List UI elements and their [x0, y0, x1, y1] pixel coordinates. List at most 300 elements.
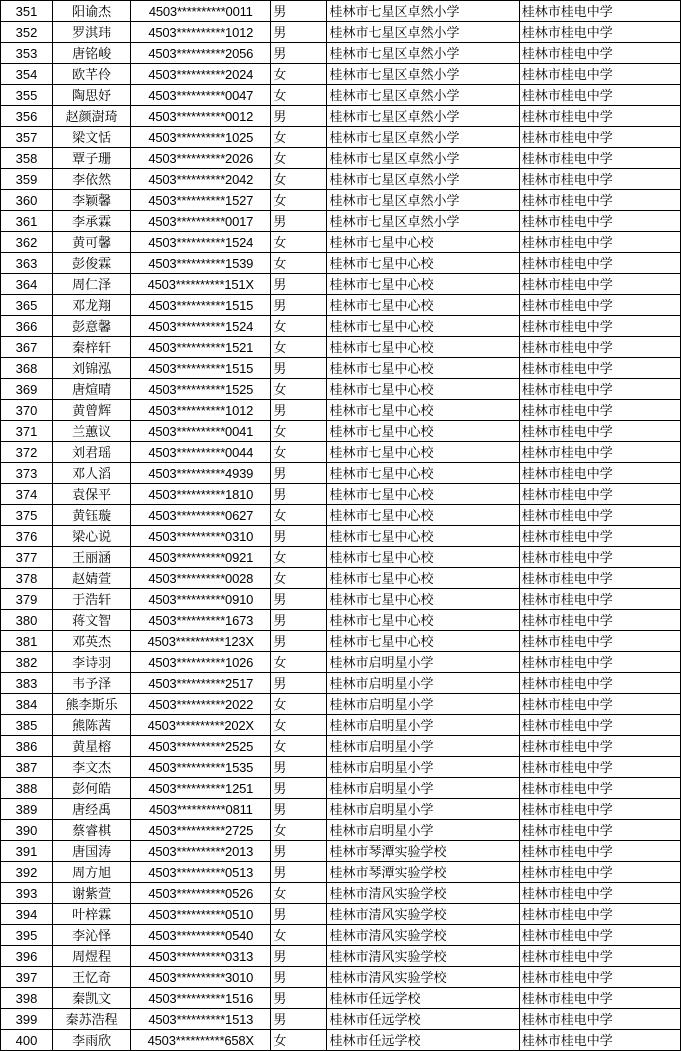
- row-school-cell: 桂林市启明星小学: [327, 757, 519, 778]
- table-row: [1, 274, 681, 295]
- row-school-cell: 桂林市七星中心校: [327, 526, 519, 547]
- row-name-cell: 袁保平: [53, 484, 131, 505]
- row-name-cell: 赵婧萱: [53, 568, 131, 589]
- table-row: [1, 106, 681, 127]
- row-id-cell: 4503**********1673: [131, 610, 271, 631]
- row-name-cell: 唐经禹: [53, 799, 131, 820]
- row-name-cell: 兰蕙议: [53, 421, 131, 442]
- table-row: [1, 778, 681, 799]
- row-index-cell: 395: [1, 925, 53, 946]
- row-school-cell: 桂林市启明星小学: [327, 652, 519, 673]
- row-school-cell: 桂林市七星区卓然小学: [327, 127, 519, 148]
- row-sex-cell: 女: [271, 505, 327, 526]
- row-index-cell: 393: [1, 883, 53, 904]
- table-row: [1, 43, 681, 64]
- row-sex-cell: 男: [271, 358, 327, 379]
- row-name-cell: 谢紫萱: [53, 883, 131, 904]
- table-row: [1, 190, 681, 211]
- row-id-cell: 4503**********1515: [131, 358, 271, 379]
- table-row: [1, 736, 681, 757]
- row-id-cell: 4503**********0017: [131, 211, 271, 232]
- row-name-cell: 李颖馨: [53, 190, 131, 211]
- row-index-cell: 382: [1, 652, 53, 673]
- row-school-cell: 桂林市清风实验学校: [327, 946, 519, 967]
- row-sex-cell: 男: [271, 106, 327, 127]
- row-name-cell: 唐国涛: [53, 841, 131, 862]
- row-id-cell: 4503**********151X: [131, 274, 271, 295]
- row-sex-cell: 男: [271, 589, 327, 610]
- row-sex-cell: 男: [271, 799, 327, 820]
- row-school-cell: 桂林市七星中心校: [327, 589, 519, 610]
- table-row: [1, 1, 681, 22]
- row-school-cell: 桂林市七星中心校: [327, 274, 519, 295]
- row-id-cell: 4503**********0540: [131, 925, 271, 946]
- row-sex-cell: 女: [271, 316, 327, 337]
- row-name-cell: 唐煊晴: [53, 379, 131, 400]
- row-sex-cell: 女: [271, 694, 327, 715]
- row-name-cell: 黄钰璇: [53, 505, 131, 526]
- row-target-cell: 桂林市桂电中学: [519, 526, 680, 547]
- row-target-cell: 桂林市桂电中学: [519, 211, 680, 232]
- row-target-cell: 桂林市桂电中学: [519, 1009, 680, 1030]
- row-index-cell: 383: [1, 673, 53, 694]
- row-index-cell: 370: [1, 400, 53, 421]
- row-name-cell: 梁文恬: [53, 127, 131, 148]
- row-index-cell: 386: [1, 736, 53, 757]
- row-index-cell: 359: [1, 169, 53, 190]
- row-target-cell: 桂林市桂电中学: [519, 967, 680, 988]
- table-row: [1, 148, 681, 169]
- row-id-cell: 4503**********1525: [131, 379, 271, 400]
- row-name-cell: 王忆奇: [53, 967, 131, 988]
- row-target-cell: 桂林市桂电中学: [519, 106, 680, 127]
- row-school-cell: 桂林市任远学校: [327, 988, 519, 1009]
- table-row: [1, 232, 681, 253]
- row-target-cell: 桂林市桂电中学: [519, 442, 680, 463]
- table-row: [1, 862, 681, 883]
- row-target-cell: 桂林市桂电中学: [519, 694, 680, 715]
- row-index-cell: 368: [1, 358, 53, 379]
- row-target-cell: 桂林市桂电中学: [519, 736, 680, 757]
- row-id-cell: 4503**********0310: [131, 526, 271, 547]
- row-name-cell: 彭俊霖: [53, 253, 131, 274]
- row-school-cell: 桂林市清风实验学校: [327, 883, 519, 904]
- row-index-cell: 397: [1, 967, 53, 988]
- row-target-cell: 桂林市桂电中学: [519, 1030, 680, 1051]
- row-id-cell: 4503**********202X: [131, 715, 271, 736]
- row-index-cell: 371: [1, 421, 53, 442]
- row-index-cell: 396: [1, 946, 53, 967]
- row-name-cell: 李雨欣: [53, 1030, 131, 1051]
- row-sex-cell: 女: [271, 148, 327, 169]
- row-sex-cell: 女: [271, 547, 327, 568]
- row-target-cell: 桂林市桂电中学: [519, 379, 680, 400]
- row-sex-cell: 男: [271, 967, 327, 988]
- row-id-cell: 4503**********1012: [131, 22, 271, 43]
- row-id-cell: 4503**********2013: [131, 841, 271, 862]
- table-row: [1, 337, 681, 358]
- row-name-cell: 周煜程: [53, 946, 131, 967]
- row-sex-cell: 女: [271, 1030, 327, 1051]
- row-target-cell: 桂林市桂电中学: [519, 43, 680, 64]
- table-row: [1, 925, 681, 946]
- table-row: [1, 1030, 681, 1051]
- row-school-cell: 桂林市启明星小学: [327, 820, 519, 841]
- row-school-cell: 桂林市琴潭实验学校: [327, 862, 519, 883]
- row-id-cell: 4503**********1810: [131, 484, 271, 505]
- table-row: [1, 631, 681, 652]
- row-id-cell: 4503**********0044: [131, 442, 271, 463]
- row-name-cell: 罗淇玮: [53, 22, 131, 43]
- row-sex-cell: 男: [271, 295, 327, 316]
- row-school-cell: 桂林市七星区卓然小学: [327, 22, 519, 43]
- row-name-cell: 彭意馨: [53, 316, 131, 337]
- row-school-cell: 桂林市启明星小学: [327, 694, 519, 715]
- row-index-cell: 358: [1, 148, 53, 169]
- row-id-cell: 4503**********1527: [131, 190, 271, 211]
- row-sex-cell: 女: [271, 337, 327, 358]
- row-sex-cell: 男: [271, 400, 327, 421]
- row-sex-cell: 男: [271, 862, 327, 883]
- row-school-cell: 桂林市七星中心校: [327, 316, 519, 337]
- row-sex-cell: 女: [271, 736, 327, 757]
- row-name-cell: 周方旭: [53, 862, 131, 883]
- row-sex-cell: 男: [271, 757, 327, 778]
- row-name-cell: 黄可馨: [53, 232, 131, 253]
- row-school-cell: 桂林市启明星小学: [327, 778, 519, 799]
- table-row: [1, 64, 681, 85]
- table-row: [1, 820, 681, 841]
- row-school-cell: 桂林市七星中心校: [327, 631, 519, 652]
- row-index-cell: 394: [1, 904, 53, 925]
- row-target-cell: 桂林市桂电中学: [519, 169, 680, 190]
- table-row: [1, 211, 681, 232]
- row-id-cell: 4503**********2024: [131, 64, 271, 85]
- row-id-cell: 4503**********2056: [131, 43, 271, 64]
- table-row: [1, 883, 681, 904]
- row-target-cell: 桂林市桂电中学: [519, 358, 680, 379]
- row-name-cell: 秦凯文: [53, 988, 131, 1009]
- table-row: [1, 316, 681, 337]
- row-target-cell: 桂林市桂电中学: [519, 295, 680, 316]
- row-id-cell: 4503**********1521: [131, 337, 271, 358]
- row-id-cell: 4503**********1524: [131, 316, 271, 337]
- row-target-cell: 桂林市桂电中学: [519, 883, 680, 904]
- row-index-cell: 357: [1, 127, 53, 148]
- table-row: [1, 253, 681, 274]
- row-target-cell: 桂林市桂电中学: [519, 274, 680, 295]
- row-id-cell: 4503**********0313: [131, 946, 271, 967]
- row-name-cell: 刘锦泓: [53, 358, 131, 379]
- row-sex-cell: 女: [271, 652, 327, 673]
- row-name-cell: 陶思妤: [53, 85, 131, 106]
- row-index-cell: 377: [1, 547, 53, 568]
- row-id-cell: 4503**********1516: [131, 988, 271, 1009]
- table-row: [1, 589, 681, 610]
- row-name-cell: 彭何皓: [53, 778, 131, 799]
- row-school-cell: 桂林市琴潭实验学校: [327, 841, 519, 862]
- row-school-cell: 桂林市七星区卓然小学: [327, 85, 519, 106]
- row-sex-cell: 男: [271, 778, 327, 799]
- row-id-cell: 4503**********1012: [131, 400, 271, 421]
- row-sex-cell: 男: [271, 946, 327, 967]
- row-id-cell: 4503**********1513: [131, 1009, 271, 1030]
- row-index-cell: 365: [1, 295, 53, 316]
- row-sex-cell: 男: [271, 484, 327, 505]
- row-name-cell: 欧芊伶: [53, 64, 131, 85]
- row-school-cell: 桂林市七星中心校: [327, 379, 519, 400]
- row-target-cell: 桂林市桂电中学: [519, 841, 680, 862]
- row-index-cell: 390: [1, 820, 53, 841]
- row-sex-cell: 男: [271, 274, 327, 295]
- row-index-cell: 399: [1, 1009, 53, 1030]
- row-id-cell: 4503**********2517: [131, 673, 271, 694]
- row-index-cell: 369: [1, 379, 53, 400]
- table-row: [1, 295, 681, 316]
- row-sex-cell: 女: [271, 883, 327, 904]
- row-index-cell: 353: [1, 43, 53, 64]
- row-index-cell: 379: [1, 589, 53, 610]
- row-id-cell: 4503**********1539: [131, 253, 271, 274]
- table-row: [1, 463, 681, 484]
- table-row: [1, 715, 681, 736]
- row-index-cell: 378: [1, 568, 53, 589]
- row-name-cell: 邓人滔: [53, 463, 131, 484]
- row-school-cell: 桂林市七星中心校: [327, 505, 519, 526]
- row-sex-cell: 男: [271, 211, 327, 232]
- row-school-cell: 桂林市七星中心校: [327, 400, 519, 421]
- table-row: [1, 799, 681, 820]
- row-index-cell: 356: [1, 106, 53, 127]
- row-sex-cell: 女: [271, 421, 327, 442]
- row-target-cell: 桂林市桂电中学: [519, 337, 680, 358]
- row-index-cell: 352: [1, 22, 53, 43]
- row-index-cell: 380: [1, 610, 53, 631]
- table-row: [1, 505, 681, 526]
- row-sex-cell: 女: [271, 820, 327, 841]
- table-row: [1, 757, 681, 778]
- row-sex-cell: 男: [271, 841, 327, 862]
- row-school-cell: 桂林市七星区卓然小学: [327, 43, 519, 64]
- row-school-cell: 桂林市七星中心校: [327, 484, 519, 505]
- row-target-cell: 桂林市桂电中学: [519, 610, 680, 631]
- row-school-cell: 桂林市七星中心校: [327, 568, 519, 589]
- table-row: [1, 841, 681, 862]
- row-school-cell: 桂林市清风实验学校: [327, 925, 519, 946]
- row-target-cell: 桂林市桂电中学: [519, 463, 680, 484]
- row-target-cell: 桂林市桂电中学: [519, 85, 680, 106]
- row-name-cell: 李文杰: [53, 757, 131, 778]
- row-school-cell: 桂林市清风实验学校: [327, 904, 519, 925]
- row-sex-cell: 男: [271, 43, 327, 64]
- row-sex-cell: 男: [271, 631, 327, 652]
- row-target-cell: 桂林市桂电中学: [519, 799, 680, 820]
- row-id-cell: 4503**********0811: [131, 799, 271, 820]
- row-index-cell: 351: [1, 1, 53, 22]
- table-row: [1, 904, 681, 925]
- row-target-cell: 桂林市桂电中学: [519, 673, 680, 694]
- table-body: [1, 1, 681, 1051]
- row-sex-cell: 女: [271, 64, 327, 85]
- row-index-cell: 387: [1, 757, 53, 778]
- row-name-cell: 叶梓霖: [53, 904, 131, 925]
- row-index-cell: 384: [1, 694, 53, 715]
- row-id-cell: 4503**********1025: [131, 127, 271, 148]
- table-row: [1, 1009, 681, 1030]
- row-id-cell: 4503**********0526: [131, 883, 271, 904]
- row-index-cell: 360: [1, 190, 53, 211]
- row-target-cell: 桂林市桂电中学: [519, 148, 680, 169]
- row-school-cell: 桂林市七星中心校: [327, 253, 519, 274]
- row-school-cell: 桂林市清风实验学校: [327, 967, 519, 988]
- row-sex-cell: 女: [271, 127, 327, 148]
- row-sex-cell: 女: [271, 925, 327, 946]
- row-sex-cell: 女: [271, 715, 327, 736]
- row-index-cell: 391: [1, 841, 53, 862]
- row-id-cell: 4503**********2525: [131, 736, 271, 757]
- row-school-cell: 桂林市七星区卓然小学: [327, 106, 519, 127]
- table-row: [1, 421, 681, 442]
- row-target-cell: 桂林市桂电中学: [519, 316, 680, 337]
- row-index-cell: 392: [1, 862, 53, 883]
- row-id-cell: 4503**********3010: [131, 967, 271, 988]
- row-id-cell: 4503**********0921: [131, 547, 271, 568]
- row-school-cell: 桂林市七星中心校: [327, 421, 519, 442]
- table-row: [1, 484, 681, 505]
- table-row: [1, 85, 681, 106]
- row-school-cell: 桂林市七星中心校: [327, 232, 519, 253]
- row-target-cell: 桂林市桂电中学: [519, 589, 680, 610]
- row-school-cell: 桂林市七星区卓然小学: [327, 148, 519, 169]
- row-name-cell: 阳谕杰: [53, 1, 131, 22]
- row-target-cell: 桂林市桂电中学: [519, 253, 680, 274]
- table-row: [1, 610, 681, 631]
- row-target-cell: 桂林市桂电中学: [519, 904, 680, 925]
- row-school-cell: 桂林市任远学校: [327, 1009, 519, 1030]
- row-sex-cell: 女: [271, 379, 327, 400]
- row-id-cell: 4503**********2022: [131, 694, 271, 715]
- row-name-cell: 李沁怿: [53, 925, 131, 946]
- row-name-cell: 熊陈茜: [53, 715, 131, 736]
- table-row: [1, 400, 681, 421]
- row-target-cell: 桂林市桂电中学: [519, 715, 680, 736]
- row-school-cell: 桂林市七星区卓然小学: [327, 211, 519, 232]
- row-name-cell: 秦梓轩: [53, 337, 131, 358]
- row-target-cell: 桂林市桂电中学: [519, 862, 680, 883]
- row-index-cell: 354: [1, 64, 53, 85]
- row-id-cell: 4503**********0011: [131, 1, 271, 22]
- table-row: [1, 442, 681, 463]
- table-row: [1, 547, 681, 568]
- row-school-cell: 桂林市七星中心校: [327, 358, 519, 379]
- row-target-cell: 桂林市桂电中学: [519, 652, 680, 673]
- row-index-cell: 381: [1, 631, 53, 652]
- row-id-cell: 4503**********0012: [131, 106, 271, 127]
- row-target-cell: 桂林市桂电中学: [519, 232, 680, 253]
- row-id-cell: 4503**********0627: [131, 505, 271, 526]
- row-id-cell: 4503**********0028: [131, 568, 271, 589]
- row-sex-cell: 男: [271, 526, 327, 547]
- row-name-cell: 梁心说: [53, 526, 131, 547]
- row-index-cell: 367: [1, 337, 53, 358]
- table-row: [1, 379, 681, 400]
- row-school-cell: 桂林市启明星小学: [327, 673, 519, 694]
- row-target-cell: 桂林市桂电中学: [519, 22, 680, 43]
- row-index-cell: 372: [1, 442, 53, 463]
- row-sex-cell: 男: [271, 1, 327, 22]
- row-id-cell: 4503**********0041: [131, 421, 271, 442]
- row-index-cell: 385: [1, 715, 53, 736]
- row-target-cell: 桂林市桂电中学: [519, 547, 680, 568]
- row-sex-cell: 女: [271, 85, 327, 106]
- row-id-cell: 4503**********4939: [131, 463, 271, 484]
- row-id-cell: 4503**********1251: [131, 778, 271, 799]
- row-id-cell: 4503**********2725: [131, 820, 271, 841]
- row-school-cell: 桂林市启明星小学: [327, 715, 519, 736]
- row-name-cell: 李依然: [53, 169, 131, 190]
- row-name-cell: 黄星榕: [53, 736, 131, 757]
- row-index-cell: 388: [1, 778, 53, 799]
- row-target-cell: 桂林市桂电中学: [519, 421, 680, 442]
- row-name-cell: 韦予泽: [53, 673, 131, 694]
- row-school-cell: 桂林市七星中心校: [327, 442, 519, 463]
- row-sex-cell: 女: [271, 568, 327, 589]
- row-name-cell: 刘君瑶: [53, 442, 131, 463]
- row-school-cell: 桂林市启明星小学: [327, 799, 519, 820]
- row-index-cell: 398: [1, 988, 53, 1009]
- row-target-cell: 桂林市桂电中学: [519, 988, 680, 1009]
- row-sex-cell: 男: [271, 988, 327, 1009]
- table-row: [1, 694, 681, 715]
- row-name-cell: 王丽涵: [53, 547, 131, 568]
- row-target-cell: 桂林市桂电中学: [519, 505, 680, 526]
- row-target-cell: 桂林市桂电中学: [519, 1, 680, 22]
- row-school-cell: 桂林市七星中心校: [327, 547, 519, 568]
- row-id-cell: 4503**********1515: [131, 295, 271, 316]
- row-name-cell: 于浩轩: [53, 589, 131, 610]
- row-name-cell: 蔡睿棋: [53, 820, 131, 841]
- row-name-cell: 周仁泽: [53, 274, 131, 295]
- row-school-cell: 桂林市七星中心校: [327, 337, 519, 358]
- row-name-cell: 熊李斯乐: [53, 694, 131, 715]
- table-row: [1, 946, 681, 967]
- row-id-cell: 4503**********0047: [131, 85, 271, 106]
- row-sex-cell: 男: [271, 1009, 327, 1030]
- row-id-cell: 4503**********0510: [131, 904, 271, 925]
- row-index-cell: 374: [1, 484, 53, 505]
- table-row: [1, 988, 681, 1009]
- row-index-cell: 389: [1, 799, 53, 820]
- row-target-cell: 桂林市桂电中学: [519, 925, 680, 946]
- row-name-cell: 李诗羽: [53, 652, 131, 673]
- table-row: [1, 568, 681, 589]
- row-id-cell: 4503**********658X: [131, 1030, 271, 1051]
- row-school-cell: 桂林市七星中心校: [327, 610, 519, 631]
- table-row: [1, 127, 681, 148]
- table-row: [1, 967, 681, 988]
- row-sex-cell: 男: [271, 673, 327, 694]
- row-index-cell: 364: [1, 274, 53, 295]
- row-target-cell: 桂林市桂电中学: [519, 946, 680, 967]
- row-name-cell: 唐铭峻: [53, 43, 131, 64]
- row-school-cell: 桂林市启明星小学: [327, 736, 519, 757]
- row-name-cell: 覃子珊: [53, 148, 131, 169]
- table-row: [1, 22, 681, 43]
- row-target-cell: 桂林市桂电中学: [519, 64, 680, 85]
- row-index-cell: 362: [1, 232, 53, 253]
- row-target-cell: 桂林市桂电中学: [519, 568, 680, 589]
- row-name-cell: 李承霖: [53, 211, 131, 232]
